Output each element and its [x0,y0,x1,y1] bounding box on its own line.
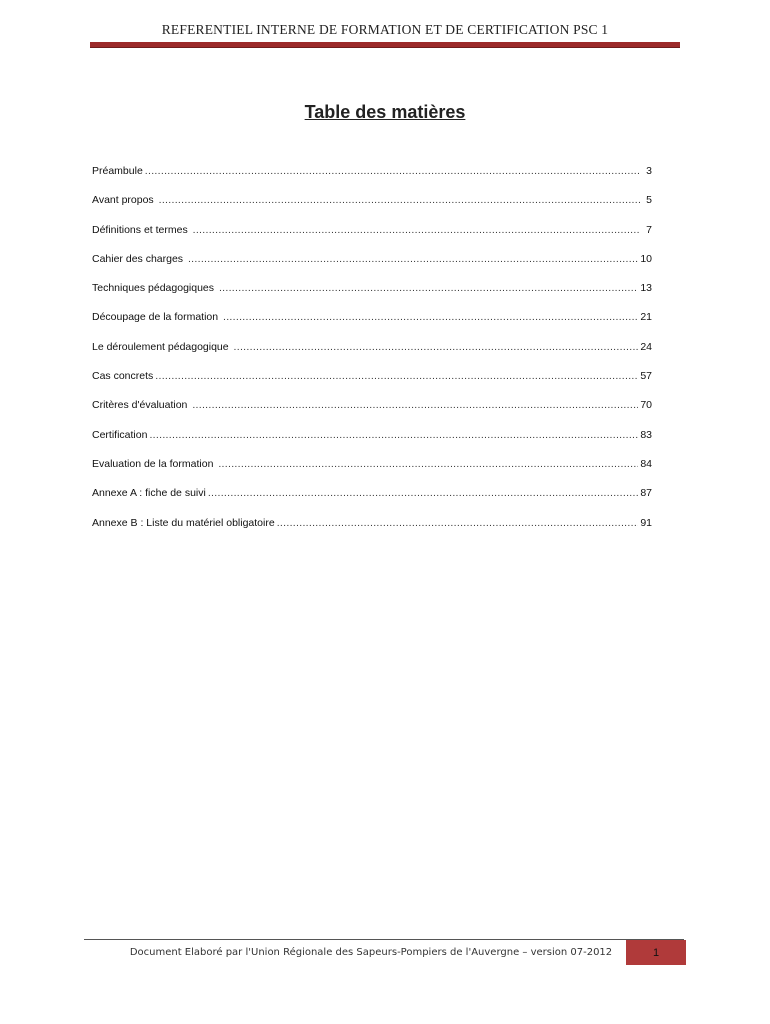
toc-entry-annexe-a[interactable] [92,487,652,516]
toc-entry-label: Techniques pédagogiques [92,282,217,295]
toc-entry-label: Certification [92,428,148,441]
toc-entry-page: 87 [640,487,652,500]
toc-entry-page: 5 [646,194,652,207]
toc-dot-leader [219,282,638,294]
toc-entry-label: Le déroulement pédagogique [92,340,232,353]
toc-entry-label: Critères d'évaluation [92,399,191,412]
toc-dot-leader [192,399,638,411]
toc-entry-certification[interactable] [92,429,652,458]
toc-entry-definitions[interactable] [92,224,652,253]
toc-entry-annexe-b[interactable] [92,517,652,546]
toc-dot-leader [159,194,640,206]
toc-entry-page: 21 [640,311,652,324]
toc-entry-page: 3 [646,165,652,177]
toc-dot-leader [155,370,638,382]
toc-entry-label: Préambule [92,165,143,177]
footer-text: Document Elaboré par l'Union Régionale des Sapeurs-Pompiers de l'Auvergne – version 07-2012 [129,947,613,958]
toc-entry-page: 13 [640,282,652,295]
toc-title: Table des matières [304,102,466,122]
toc-entry-page: 91 [640,516,652,529]
footer-divider [84,939,684,940]
toc-entry-page: 7 [646,223,652,236]
toc-entry-label: Définitions et termes [92,223,191,236]
toc-entry-label: Annexe B : Liste du matériel obligatoire [92,516,275,529]
toc-entry-criteres[interactable] [92,399,652,428]
toc-dot-leader [208,487,638,499]
toc-entry-label: Découpage de la formation [92,311,221,324]
toc-entry-label: Annexe A : fiche de suivi [92,487,206,500]
toc-dot-leader [218,458,638,470]
toc-entry-label: Evaluation de la formation [92,457,217,470]
toc-entry-label: Cas concrets [92,370,154,383]
toc-entry-page: 24 [640,340,652,353]
page-number: 1 [652,946,660,959]
toc-entry-label: Avant propos [92,194,157,207]
toc-entry-evaluation[interactable] [92,458,652,487]
toc-entry-cas-concrets[interactable] [92,370,652,399]
toc-entry-avant-propos[interactable] [92,194,652,223]
toc-entry-preambule[interactable] [92,165,652,194]
toc-entry-page: 83 [640,428,652,441]
toc-dot-leader [234,341,639,353]
toc-entry-label: Cahier des charges [92,252,186,265]
toc-dot-leader [188,253,638,265]
table-of-contents [92,165,652,546]
header-divider [90,42,680,48]
page-number-badge [626,940,686,965]
running-header: REFERENTIEL INTERNE DE FORMATION ET DE CERTIFICATION PSC 1 [161,22,609,37]
toc-dot-leader [193,224,640,236]
toc-entry-page: 84 [640,457,652,470]
toc-entry-cahier-des-charges[interactable] [92,253,652,282]
toc-dot-leader [145,165,640,177]
toc-dot-leader [277,517,639,529]
toc-dot-leader [149,429,638,441]
toc-entry-page: 57 [640,370,652,383]
toc-dot-leader [223,311,638,323]
toc-entry-deroulement[interactable] [92,341,652,370]
toc-entry-decoupage[interactable] [92,311,652,340]
toc-entry-page: 70 [640,399,652,412]
toc-entry-page: 10 [640,252,652,265]
toc-entry-techniques-pedagogiques[interactable] [92,282,652,311]
